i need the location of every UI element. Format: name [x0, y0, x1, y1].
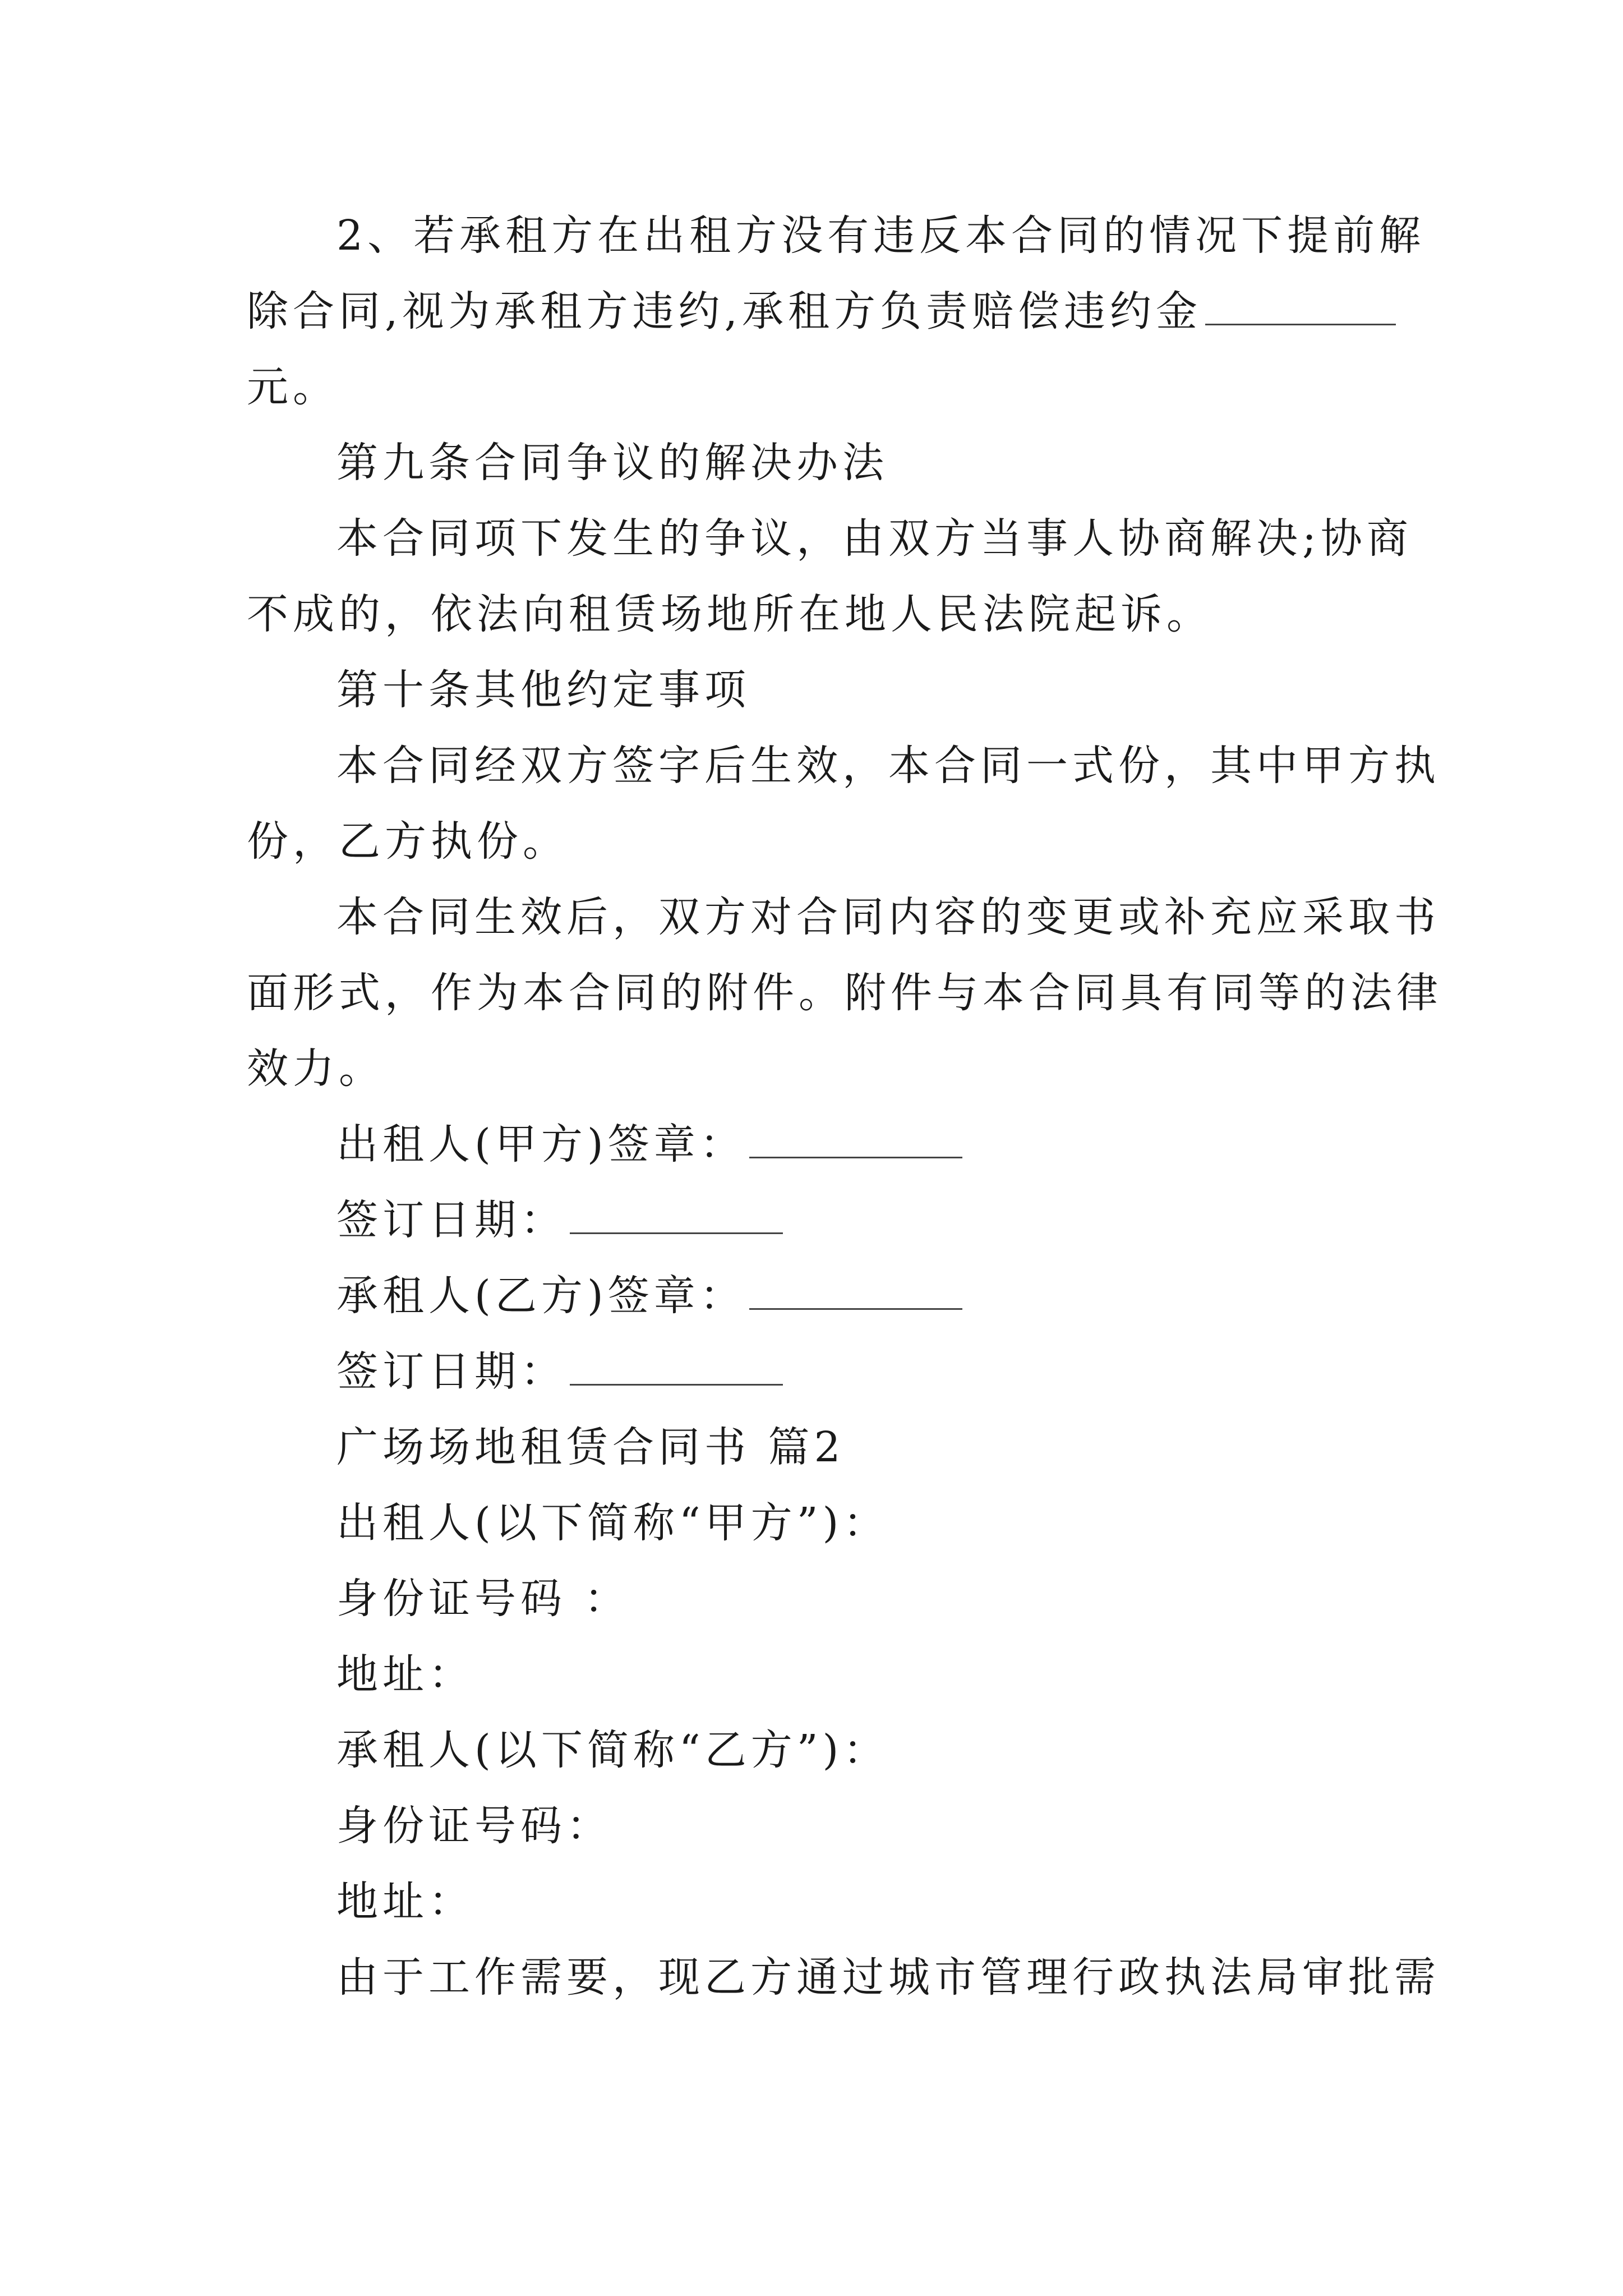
paragraph-line: 本合同经双方签字后生效，本合同一式份，其中甲方执: [336, 742, 1440, 790]
lessor-date-blank: [570, 1193, 783, 1234]
lessor-signature-blank: [749, 1117, 962, 1158]
article-10-title: 第十条其他约定事项: [336, 666, 750, 714]
lessor-signature-label: 出租人(甲方)签章：: [336, 1120, 746, 1168]
paragraph-line: 元。: [247, 363, 339, 411]
lessee-signature-label: 承租人(乙方)签章：: [336, 1272, 746, 1320]
paragraph-line: 份，乙方执份。: [247, 817, 569, 866]
lessee-signature-line: [336, 1268, 962, 1324]
lessee-name-label: 承租人(以下简称“乙方”)：: [336, 1726, 889, 1774]
lessee-date-label: 签订日期：: [336, 1347, 566, 1396]
paragraph-line: 本合同生效后，双方对合同内容的变更或补充应采取书: [336, 893, 1440, 941]
lessee-date-line: [336, 1343, 783, 1400]
lessor-date-label: 签订日期：: [336, 1196, 566, 1244]
lessor-id-label: 身份证号码 ：: [336, 1575, 630, 1623]
lessee-address-label: 地址：: [336, 1878, 474, 1926]
lessee-date-blank: [570, 1345, 783, 1386]
paragraph-line: 由于工作需要，现乙方通过城市管理行政执法局审批需: [336, 1953, 1440, 2001]
paragraph-line: [247, 283, 1396, 339]
paragraph-line: 本合同项下发生的争议，由双方当事人协商解决;协商: [336, 514, 1413, 563]
lessor-signature-line: [336, 1116, 962, 1172]
lessor-name-label: 出租人(以下简称“甲方”)：: [336, 1499, 889, 1547]
paragraph-line: 不成的，依法向租赁场地所在地人民法院起诉。: [247, 590, 1212, 638]
section-2-title: 广场场地租赁合同书 篇2: [336, 1423, 845, 1471]
lessee-id-label: 身份证号码：: [336, 1802, 612, 1850]
penalty-text: 除合同,视为承租方违约,承租方负责赔偿违约金: [247, 287, 1202, 335]
lessor-address-label: 地址：: [336, 1650, 474, 1699]
article-9-title: 第九条合同争议的解决办法: [336, 439, 888, 487]
paragraph-line: 效力。: [247, 1045, 385, 1093]
lessor-date-line: [336, 1192, 783, 1248]
lessee-signature-blank: [749, 1269, 962, 1310]
paragraph-line: 2、若承租方在出租方没有违反本合同的情况下提前解: [336, 211, 1426, 260]
penalty-amount-blank: [1205, 284, 1396, 325]
paragraph-line: 面形式，作为本合同的附件。附件与本合同具有同等的法律: [247, 969, 1442, 1017]
